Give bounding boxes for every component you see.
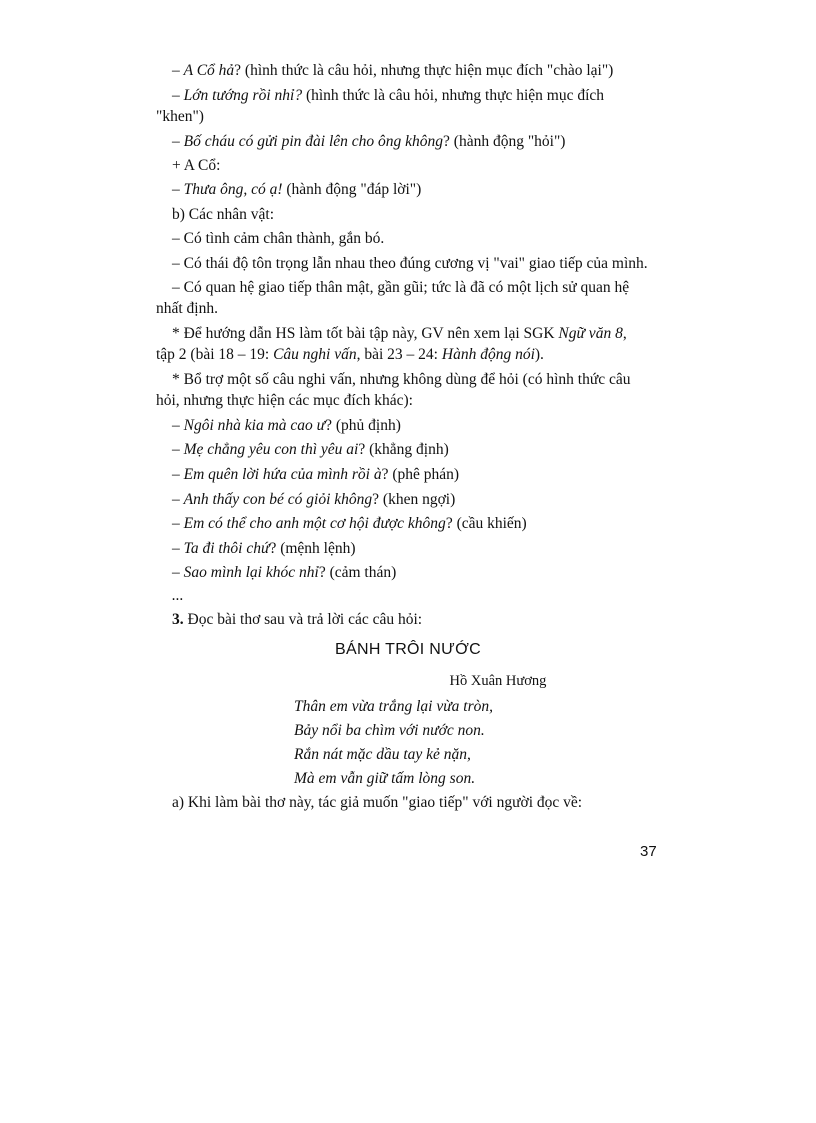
text-line: – Có quan hệ giao tiếp thân mật, gần gũi; tức là đã có một lịch sử quan hệ: [172, 279, 630, 296]
dash: –: [172, 133, 184, 150]
explanation: ? (hành động "hỏi"): [443, 133, 566, 150]
example-purpose: ? (khen ngợi): [372, 491, 456, 508]
example-purpose: ? (phê phán): [381, 466, 460, 483]
text-line: [172, 61, 660, 81]
text-line: – Có thái độ tôn trọng lẫn nhau theo đúng cương vị "vai" giao tiếp của mình.: [172, 255, 648, 272]
dash: –: [172, 181, 184, 198]
example-line: [172, 514, 660, 534]
text-line: * Bổ trợ một số câu nghi vấn, nhưng không dùng để hỏi (có hình thức câu: [172, 371, 631, 388]
dash: –: [172, 515, 184, 532]
poem-verse: Mà em vẫn giữ tấm lòng son.: [294, 770, 476, 787]
text-line: [156, 345, 644, 365]
example-line: [172, 490, 660, 510]
exercise-heading: [172, 610, 660, 630]
example-sentence: Sao mình lại khóc nhỉ: [183, 564, 319, 581]
dash: –: [172, 564, 184, 581]
exercise-instruction: Đọc bài thơ sau và trả lời các câu hỏi:: [183, 611, 423, 628]
text-line: hỏi, nhưng thực hiện các mục đích khác):: [156, 392, 413, 409]
text-span: ).: [534, 346, 544, 363]
book-title: Ngữ văn 8: [558, 325, 623, 342]
dash: –: [172, 87, 184, 104]
example-sentence: Anh thấy con bé có giỏi không: [183, 491, 373, 508]
text-span: , bài 23 – 24:: [356, 346, 442, 363]
poem-author: Hồ Xuân Hương: [449, 673, 547, 689]
example-line: [172, 465, 660, 485]
text-line: [172, 132, 660, 152]
dash: –: [172, 540, 184, 557]
text-line: [172, 324, 660, 344]
example-purpose: ? (khẳng định): [358, 441, 449, 458]
text-line: [172, 86, 660, 106]
example-purpose: ? (cảm thán): [318, 564, 397, 581]
example-sentence: Ngôi nhà kia mà cao ư: [183, 417, 326, 434]
explanation: (hình thức là câu hỏi, nhưng thực hiện mục đích: [302, 87, 605, 104]
text-span: ,: [622, 325, 627, 342]
poem-title: BÁNH TRÔI NƯỚC: [335, 641, 481, 658]
example-purpose: ? (mệnh lệnh): [269, 540, 356, 557]
quoted-question: Lớn tướng rồi nhỉ?: [183, 87, 303, 104]
dash: –: [172, 62, 184, 79]
text-line: b) Các nhân vật:: [172, 206, 275, 223]
text-span: tập 2 (bài 18 – 19:: [156, 346, 274, 363]
explanation: ? (hình thức là câu hỏi, nhưng thực hiện mục đích "chào lại"): [234, 62, 614, 79]
text-span: * Để hướng dẫn HS làm tốt bài tập này, GV nên xem lại SGK: [172, 325, 559, 342]
text-line: [172, 180, 660, 200]
poem-verse: Bảy nổi ba chìm với nước non.: [294, 722, 485, 739]
explanation: (hành động "đáp lời"): [282, 181, 422, 198]
example-line: [172, 440, 660, 460]
example-sentence: Em có thể cho anh một cơ hội được không: [183, 515, 446, 532]
example-sentence: Em quên lời hứa của mình rồi à: [183, 466, 382, 483]
lesson-title: Câu nghi vấn: [273, 346, 357, 363]
example-sentence: Ta đi thôi chứ: [183, 540, 270, 557]
question-a: a) Khi làm bài thơ này, tác giả muốn "giao tiếp" với người đọc về:: [172, 794, 583, 811]
exercise-number: 3.: [172, 611, 184, 628]
example-line: [172, 416, 660, 436]
quoted-answer: Thưa ông, có ạ!: [183, 181, 283, 198]
example-line: [172, 539, 660, 559]
text-line: "khen"): [156, 108, 204, 125]
example-purpose: ? (cầu khiến): [445, 515, 527, 532]
example-line: [172, 563, 660, 583]
text-line: nhất định.: [156, 300, 218, 317]
text-line: + A Cổ:: [172, 157, 221, 174]
dash: –: [172, 491, 184, 508]
dash: –: [172, 417, 184, 434]
example-purpose: ? (phủ định): [325, 417, 401, 434]
page-number: 37: [640, 843, 657, 860]
example-sentence: Mẹ chẳng yêu con thì yêu ai: [183, 441, 359, 458]
dash: –: [172, 441, 184, 458]
poem-verse: Thân em vừa trắng lại vừa tròn,: [294, 698, 494, 715]
quoted-question: Bố cháu có gửi pin đài lên cho ông không: [183, 133, 444, 150]
text-line: – Có tình cảm chân thành, gắn bó.: [172, 230, 385, 247]
dash: –: [172, 466, 184, 483]
ellipsis: ...: [172, 587, 184, 604]
lesson-title: Hành động nói: [441, 346, 535, 363]
poem-verse: Rắn nát mặc dầu tay kẻ nặn,: [294, 746, 471, 763]
quoted-question: A Cổ hả: [183, 62, 235, 79]
